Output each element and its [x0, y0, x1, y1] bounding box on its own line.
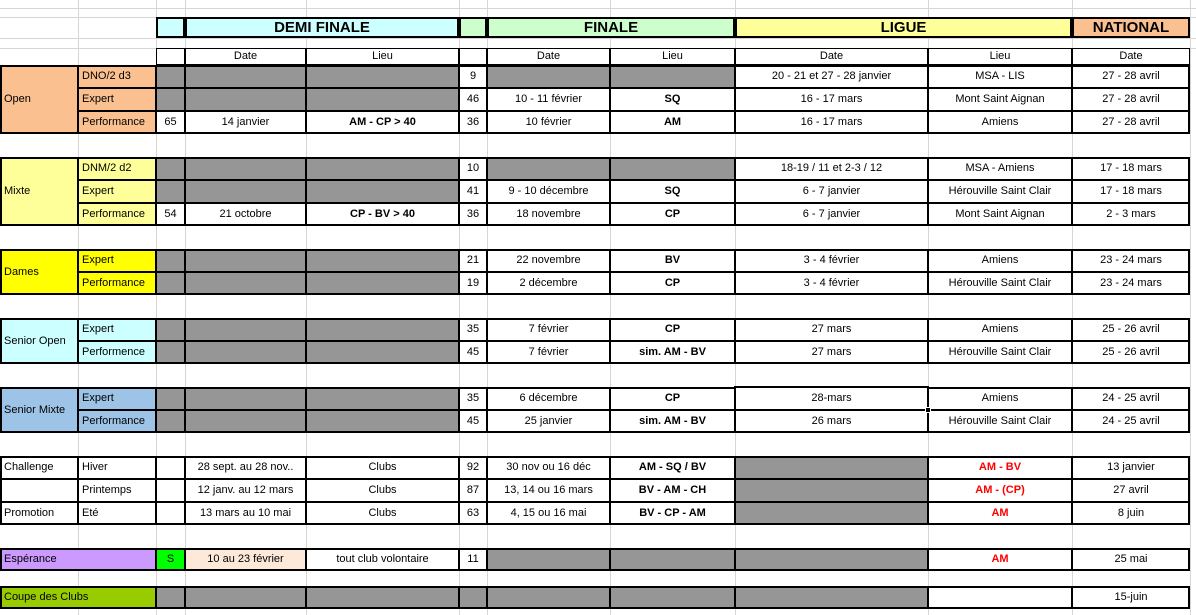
dames-expert-demi-date-empty[interactable]	[185, 249, 306, 272]
senior-mixte-expert-finale-num[interactable]: 35	[459, 387, 487, 410]
challenge-promotion-hiver-finale-lieu[interactable]: AM - SQ / BV	[610, 456, 735, 479]
senior-open-expert-finale-date[interactable]: 7 février	[487, 318, 610, 341]
coupe-des-clubs-coupe-des-clubs-finale-date-empty[interactable]	[487, 586, 610, 609]
challenge-promotion-printemps-ligue-date-empty[interactable]	[735, 479, 928, 502]
mixte-performance-national-date[interactable]: 2 - 3 mars	[1072, 203, 1190, 226]
dames-expert-finale-date[interactable]: 22 novembre	[487, 249, 610, 272]
coupe-des-clubs-coupe-des-clubs-demi-date-empty[interactable]	[185, 586, 306, 609]
challenge-group-label[interactable]: Challenge	[0, 456, 78, 479]
open-performance-ligue-lieu[interactable]: Amiens	[928, 111, 1072, 134]
mixte-dnm-2-d2-ligue-date[interactable]: 18-19 / 11 et 2-3 / 12	[735, 157, 928, 180]
mixte-performance-demi-lieu[interactable]: CP - BV > 40	[306, 203, 459, 226]
open-expert-finale-lieu[interactable]: SQ	[610, 88, 735, 111]
open-performance-finale-date[interactable]: 10 février	[487, 111, 610, 134]
coupe-des-clubs-coupe-des-clubs-finale-num-empty[interactable]	[459, 586, 487, 609]
open-expert-ligue-lieu[interactable]: Mont Saint Aignan	[928, 88, 1072, 111]
empty-group-label[interactable]	[0, 479, 78, 502]
expert-row-label[interactable]: Expert	[78, 387, 156, 410]
senior-open-performence-finale-num[interactable]: 45	[459, 341, 487, 364]
open-performance-finale-lieu[interactable]: AM	[610, 111, 735, 134]
coupe-des-clubs-coupe-des-clubs-demi-lieu-empty[interactable]	[306, 586, 459, 609]
mixte-performance-ligue-date[interactable]: 6 - 7 janvier	[735, 203, 928, 226]
senior-open-performence-national-date[interactable]: 25 - 26 avril	[1072, 341, 1190, 364]
senior-mixte-group-label[interactable]: Senior Mixte	[0, 387, 78, 433]
challenge-promotion-ete-demi-num[interactable]	[156, 502, 185, 525]
grid-line-horizontal	[0, 8, 1196, 9]
challenge-promotion-printemps-demi-date[interactable]: 12 janv. au 12 mars	[185, 479, 306, 502]
senior-mixte-performance-ligue-lieu[interactable]: Hérouville Saint Clair	[928, 410, 1072, 433]
esperance-esperance-finale-lieu-empty[interactable]	[610, 548, 735, 571]
dno-2-d3-row-label[interactable]: DNO/2 d3	[78, 65, 156, 88]
challenge-promotion-hiver-demi-num[interactable]	[156, 456, 185, 479]
subheader-date-col3[interactable]: Date	[185, 48, 306, 65]
senior-open-expert-national-date[interactable]: 25 - 26 avril	[1072, 318, 1190, 341]
challenge-promotion-hiver-demi-date[interactable]: 28 sept. au 28 nov..	[185, 456, 306, 479]
challenge-promotion-printemps-demi-lieu[interactable]: Clubs	[306, 479, 459, 502]
senior-mixte-performance-demi-num-empty[interactable]	[156, 410, 185, 433]
open-expert-ligue-date[interactable]: 16 - 17 mars	[735, 88, 928, 111]
open-expert-finale-num[interactable]: 46	[459, 88, 487, 111]
mixte-performance-demi-date[interactable]: 21 octobre	[185, 203, 306, 226]
grid-line-horizontal	[0, 38, 1196, 39]
performance-row-label[interactable]: Performance	[78, 410, 156, 433]
mixte-dnm-2-d2-finale-num[interactable]: 10	[459, 157, 487, 180]
mixte-dnm-2-d2-demi-num-empty[interactable]	[156, 157, 185, 180]
dames-performance-finale-date[interactable]: 2 décembre	[487, 272, 610, 295]
promotion-group-label[interactable]: Promotion	[0, 502, 78, 525]
dames-expert-national-date[interactable]: 23 - 24 mars	[1072, 249, 1190, 272]
open-expert-finale-date[interactable]: 10 - 11 février	[487, 88, 610, 111]
coupe-des-clubs-coupe-des-clubs-national-date[interactable]: 15-juin	[1072, 586, 1190, 609]
open-dno-2-d3-demi-num-empty[interactable]	[156, 65, 185, 88]
senior-open-expert-demi-lieu-empty[interactable]	[306, 318, 459, 341]
open-dno-2-d3-national-date[interactable]: 27 - 28 avril	[1072, 65, 1190, 88]
challenge-promotion-ete-ligue-lieu[interactable]: AM	[928, 502, 1072, 525]
senior-open-expert-demi-date-empty[interactable]	[185, 318, 306, 341]
senior-open-performence-finale-date[interactable]: 7 février	[487, 341, 610, 364]
open-dno-2-d3-ligue-lieu[interactable]: MSA - LIS	[928, 65, 1072, 88]
open-performance-demi-num[interactable]: 65	[156, 111, 185, 134]
mixte-expert-demi-lieu-empty[interactable]	[306, 180, 459, 203]
expert-row-label[interactable]: Expert	[78, 249, 156, 272]
performance-row-label[interactable]: Performance	[78, 203, 156, 226]
esperance-group-label[interactable]: Espérance	[0, 548, 156, 571]
senior-mixte-expert-finale-lieu[interactable]: CP	[610, 387, 735, 410]
subheader-lieu-col4[interactable]: Lieu	[306, 48, 459, 65]
dnm-2-d2-row-label[interactable]: DNM/2 d2	[78, 157, 156, 180]
subheader-date-col10[interactable]: Date	[1072, 48, 1190, 65]
senior-open-expert-finale-num[interactable]: 35	[459, 318, 487, 341]
dames-performance-demi-lieu-empty[interactable]	[306, 272, 459, 295]
open-performance-ligue-date[interactable]: 16 - 17 mars	[735, 111, 928, 134]
challenge-promotion-ete-finale-lieu[interactable]: BV - CP - AM	[610, 502, 735, 525]
senior-open-performence-demi-lieu-empty[interactable]	[306, 341, 459, 364]
challenge-promotion-ete-national-date[interactable]: 8 juin	[1072, 502, 1190, 525]
open-dno-2-d3-finale-date-empty[interactable]	[487, 65, 610, 88]
printemps-row-label[interactable]: Printemps	[78, 479, 156, 502]
challenge-promotion-printemps-ligue-lieu[interactable]: AM - (CP)	[928, 479, 1072, 502]
open-group-label[interactable]: Open	[0, 65, 78, 134]
mixte-dnm-2-d2-national-date[interactable]: 17 - 18 mars	[1072, 157, 1190, 180]
subheader-spacer-col5[interactable]	[459, 48, 487, 65]
mixte-expert-demi-num-empty[interactable]	[156, 180, 185, 203]
challenge-promotion-printemps-finale-num[interactable]: 87	[459, 479, 487, 502]
coupe-des-clubs-coupe-des-clubs-ligue-date-empty[interactable]	[735, 586, 928, 609]
senior-open-performence-finale-lieu[interactable]: sim. AM - BV	[610, 341, 735, 364]
open-dno-2-d3-demi-date-empty[interactable]	[185, 65, 306, 88]
challenge-promotion-ete-finale-date[interactable]: 4, 15 ou 16 mai	[487, 502, 610, 525]
challenge-promotion-printemps-finale-date[interactable]: 13, 14 ou 16 mars	[487, 479, 610, 502]
esperance-esperance-demi-date[interactable]: 10 au 23 février	[185, 548, 306, 571]
mixte-dnm-2-d2-demi-date-empty[interactable]	[185, 157, 306, 180]
subheader-spacer-col2[interactable]	[156, 48, 185, 65]
mixte-dnm-2-d2-finale-date-empty[interactable]	[487, 157, 610, 180]
header-finale-spacer[interactable]	[459, 17, 487, 38]
mixte-expert-finale-lieu[interactable]: SQ	[610, 180, 735, 203]
dames-performance-demi-date-empty[interactable]	[185, 272, 306, 295]
senior-open-performence-ligue-lieu[interactable]: Hérouville Saint Clair	[928, 341, 1072, 364]
mixte-performance-demi-num[interactable]: 54	[156, 203, 185, 226]
ete-row-label[interactable]: Eté	[78, 502, 156, 525]
hiver-row-label[interactable]: Hiver	[78, 456, 156, 479]
senior-mixte-performance-demi-date-empty[interactable]	[185, 410, 306, 433]
mixte-performance-finale-num[interactable]: 36	[459, 203, 487, 226]
subheader-lieu-col9[interactable]: Lieu	[928, 48, 1072, 65]
mixte-expert-national-date[interactable]: 17 - 18 mars	[1072, 180, 1190, 203]
subheader-date-col8[interactable]: Date	[735, 48, 928, 65]
challenge-promotion-printemps-national-date[interactable]: 27 avril	[1072, 479, 1190, 502]
senior-mixte-performance-national-date[interactable]: 24 - 25 avril	[1072, 410, 1190, 433]
senior-mixte-expert-ligue-lieu[interactable]: Amiens	[928, 387, 1072, 410]
expert-row-label[interactable]: Expert	[78, 180, 156, 203]
senior-open-group-label[interactable]: Senior Open	[0, 318, 78, 364]
coupe-des-clubs-coupe-des-clubs-finale-lieu-empty[interactable]	[610, 586, 735, 609]
challenge-promotion-ete-demi-lieu[interactable]: Clubs	[306, 502, 459, 525]
challenge-promotion-ete-ligue-date-empty[interactable]	[735, 502, 928, 525]
header-demi-finale-spacer[interactable]	[156, 17, 185, 38]
challenge-promotion-printemps-demi-num[interactable]	[156, 479, 185, 502]
coupe-des-clubs-coupe-des-clubs-ligue-lieu[interactable]	[928, 586, 1072, 609]
performance-row-label[interactable]: Performance	[78, 272, 156, 295]
senior-mixte-performance-finale-lieu[interactable]: sim. AM - BV	[610, 410, 735, 433]
open-performance-finale-num[interactable]: 36	[459, 111, 487, 134]
open-performance-demi-date[interactable]: 14 janvier	[185, 111, 306, 134]
senior-open-performence-demi-num-empty[interactable]	[156, 341, 185, 364]
mixte-expert-demi-date-empty[interactable]	[185, 180, 306, 203]
mixte-expert-ligue-date[interactable]: 6 - 7 janvier	[735, 180, 928, 203]
challenge-promotion-hiver-ligue-lieu[interactable]: AM - BV	[928, 456, 1072, 479]
open-expert-national-date[interactable]: 27 - 28 avril	[1072, 88, 1190, 111]
dames-performance-demi-num-empty[interactable]	[156, 272, 185, 295]
coupe-des-clubs-coupe-des-clubs-demi-num-empty[interactable]	[156, 586, 185, 609]
senior-mixte-expert-demi-num-empty[interactable]	[156, 387, 185, 410]
header-ligue[interactable]: LIGUE	[735, 17, 1072, 38]
mixte-expert-ligue-lieu[interactable]: Hérouville Saint Clair	[928, 180, 1072, 203]
esperance-esperance-finale-num[interactable]: 11	[459, 548, 487, 571]
subheader-lieu-col7[interactable]: Lieu	[610, 48, 735, 65]
dames-expert-finale-num[interactable]: 21	[459, 249, 487, 272]
open-expert-demi-date-empty[interactable]	[185, 88, 306, 111]
challenge-promotion-ete-finale-num[interactable]: 63	[459, 502, 487, 525]
dames-group-label[interactable]: Dames	[0, 249, 78, 295]
open-expert-demi-num-empty[interactable]	[156, 88, 185, 111]
mixte-dnm-2-d2-finale-lieu-empty[interactable]	[610, 157, 735, 180]
senior-mixte-performance-ligue-date[interactable]: 26 mars	[735, 410, 928, 433]
challenge-promotion-hiver-demi-lieu[interactable]: Clubs	[306, 456, 459, 479]
senior-open-expert-ligue-date[interactable]: 27 mars	[735, 318, 928, 341]
expert-row-label[interactable]: Expert	[78, 318, 156, 341]
challenge-promotion-printemps-finale-lieu[interactable]: BV - AM - CH	[610, 479, 735, 502]
mixte-performance-ligue-lieu[interactable]: Mont Saint Aignan	[928, 203, 1072, 226]
challenge-promotion-hiver-ligue-date-empty[interactable]	[735, 456, 928, 479]
senior-open-performence-ligue-date[interactable]: 27 mars	[735, 341, 928, 364]
dames-expert-demi-num-empty[interactable]	[156, 249, 185, 272]
senior-open-performence-demi-date-empty[interactable]	[185, 341, 306, 364]
dames-expert-ligue-lieu[interactable]: Amiens	[928, 249, 1072, 272]
senior-mixte-expert-demi-lieu-empty[interactable]	[306, 387, 459, 410]
senior-mixte-performance-finale-date[interactable]: 25 janvier	[487, 410, 610, 433]
dames-performance-finale-num[interactable]: 19	[459, 272, 487, 295]
senior-mixte-performance-finale-num[interactable]: 45	[459, 410, 487, 433]
dames-performance-national-date[interactable]: 23 - 24 mars	[1072, 272, 1190, 295]
senior-mixte-expert-demi-date-empty[interactable]	[185, 387, 306, 410]
dames-performance-finale-lieu[interactable]: CP	[610, 272, 735, 295]
senior-mixte-expert-national-date[interactable]: 24 - 25 avril	[1072, 387, 1190, 410]
mixte-performance-finale-lieu[interactable]: CP	[610, 203, 735, 226]
senior-mixte-expert-ligue-date[interactable]: 28-mars	[735, 387, 928, 410]
grid-line-vertical	[1190, 0, 1191, 615]
challenge-promotion-hiver-national-date[interactable]: 13 janvier	[1072, 456, 1190, 479]
esperance-esperance-finale-date-empty[interactable]	[487, 548, 610, 571]
esperance-esperance-national-date[interactable]: 25 mai	[1072, 548, 1190, 571]
challenge-promotion-hiver-finale-num[interactable]: 92	[459, 456, 487, 479]
header-finale[interactable]: FINALE	[487, 17, 735, 38]
open-dno-2-d3-finale-lieu-empty[interactable]	[610, 65, 735, 88]
dames-expert-demi-lieu-empty[interactable]	[306, 249, 459, 272]
mixte-expert-finale-num[interactable]: 41	[459, 180, 487, 203]
performance-row-label[interactable]: Performance	[78, 111, 156, 134]
challenge-promotion-hiver-finale-date[interactable]: 30 nov ou 16 déc	[487, 456, 610, 479]
senior-mixte-performance-demi-lieu-empty[interactable]	[306, 410, 459, 433]
senior-open-expert-demi-num-empty[interactable]	[156, 318, 185, 341]
mixte-expert-finale-date[interactable]: 9 - 10 décembre	[487, 180, 610, 203]
expert-row-label[interactable]: Expert	[78, 88, 156, 111]
esperance-esperance-ligue-lieu[interactable]: AM	[928, 548, 1072, 571]
coupe-des-clubs-group-label[interactable]: Coupe des Clubs	[0, 586, 156, 609]
esperance-esperance-demi-num[interactable]: S	[156, 548, 185, 571]
dames-performance-ligue-lieu[interactable]: Hérouville Saint Clair	[928, 272, 1072, 295]
open-dno-2-d3-ligue-date[interactable]: 20 - 21 et 27 - 28 janvier	[735, 65, 928, 88]
senior-mixte-expert-finale-date[interactable]: 6 décembre	[487, 387, 610, 410]
esperance-esperance-ligue-date-empty[interactable]	[735, 548, 928, 571]
senior-open-expert-finale-lieu[interactable]: CP	[610, 318, 735, 341]
open-performance-national-date[interactable]: 27 - 28 avril	[1072, 111, 1190, 134]
header-national[interactable]: NATIONAL	[1072, 17, 1190, 38]
mixte-dnm-2-d2-ligue-lieu[interactable]: MSA - Amiens	[928, 157, 1072, 180]
mixte-group-label[interactable]: Mixte	[0, 157, 78, 226]
mixte-dnm-2-d2-demi-lieu-empty[interactable]	[306, 157, 459, 180]
open-dno-2-d3-demi-lieu-empty[interactable]	[306, 65, 459, 88]
performence-row-label[interactable]: Performence	[78, 341, 156, 364]
challenge-promotion-ete-demi-date[interactable]: 13 mars au 10 mai	[185, 502, 306, 525]
mixte-performance-finale-date[interactable]: 18 novembre	[487, 203, 610, 226]
subheader-date-col6[interactable]: Date	[487, 48, 610, 65]
dames-expert-finale-lieu[interactable]: BV	[610, 249, 735, 272]
senior-open-expert-ligue-lieu[interactable]: Amiens	[928, 318, 1072, 341]
dames-performance-ligue-date[interactable]: 3 - 4 février	[735, 272, 928, 295]
esperance-esperance-demi-lieu[interactable]: tout club volontaire	[306, 548, 459, 571]
header-demi-finale[interactable]: DEMI FINALE	[185, 17, 459, 38]
open-performance-demi-lieu[interactable]: AM - CP > 40	[306, 111, 459, 134]
open-expert-demi-lieu-empty[interactable]	[306, 88, 459, 111]
open-dno-2-d3-finale-num[interactable]: 9	[459, 65, 487, 88]
dames-expert-ligue-date[interactable]: 3 - 4 février	[735, 249, 928, 272]
